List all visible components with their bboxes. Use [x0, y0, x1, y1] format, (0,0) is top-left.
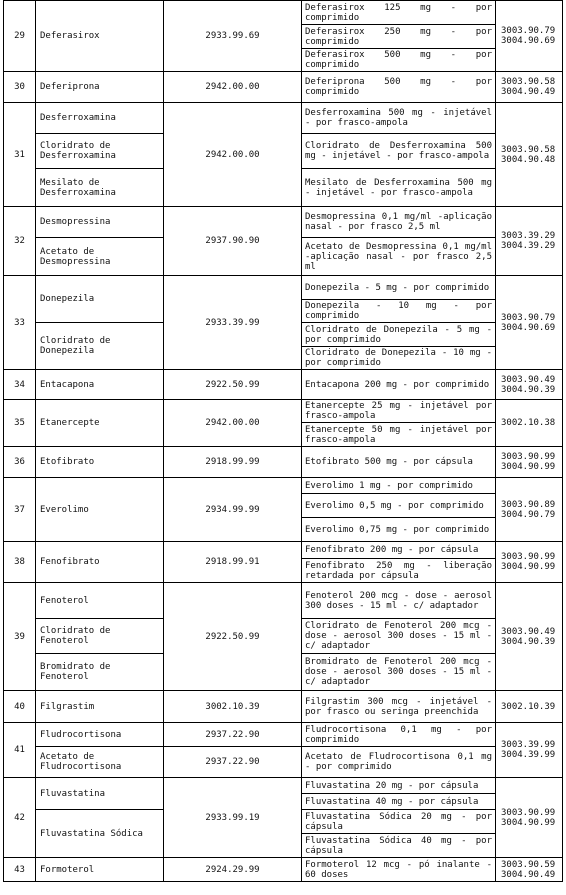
row-number: 36 [4, 447, 36, 478]
drug-name: Fluvastatina [36, 778, 164, 810]
presentation: Fenofibrato 200 mg - por cápsula [302, 542, 496, 559]
drug-name: Entacapona [36, 370, 164, 400]
table-row [4, 103, 563, 134]
drug-name: Cloridrato de Desferroxamina [36, 134, 164, 169]
table-row [4, 447, 563, 478]
drug-name: Cloridrato de Donepezila [36, 323, 164, 370]
drug-name: Desmopressina [36, 207, 164, 238]
presentation: Everolimo 0,75 mg - por comprimido [302, 518, 496, 542]
presentation: Donepezila - 5 mg - por comprimido [302, 276, 496, 300]
tariff-codes: 3003.90.49 3004.90.39 [496, 583, 563, 691]
tariff-codes: 3003.90.79 3004.90.69 [496, 1, 563, 72]
presentation: Desferroxamina 500 mg - injetável - por frasco-ampola [302, 103, 496, 134]
presentation: Cloridrato de Donepezila - 10 mg - por comprimido [302, 347, 496, 370]
presentation: Acetato de Fludrocortisona 0,1 mg - por comprimido [302, 747, 496, 778]
ncm-code: 2918.99.99 [164, 447, 302, 478]
presentation: Cloridrato de Donepezila - 5 mg - por comprimido [302, 323, 496, 347]
presentation: Everolimo 0,5 mg - por comprimido [302, 494, 496, 518]
row-number: 30 [4, 72, 36, 103]
table-row [4, 542, 563, 559]
table-row [4, 858, 563, 882]
tariff-codes: 3002.10.39 [496, 691, 563, 723]
presentation: Acetato de Desmopressina 0,1 mg/ml -aplicação nasal - por frasco 2,5 ml [302, 238, 496, 276]
presentation: Formoterol 12 mcg - pó inalante - 60 doses [302, 858, 496, 882]
drug-name: Deferasirox [36, 1, 164, 72]
presentation: Etanercepte 25 mg - injetável por frasco-ampola [302, 400, 496, 423]
ncm-code: 2942.00.00 [164, 103, 302, 207]
row-number: 35 [4, 400, 36, 447]
table-row [4, 400, 563, 423]
drug-name: Etofibrato [36, 447, 164, 478]
presentation: Fluvastatina 40 mg - por cápsula [302, 794, 496, 810]
ncm-code: 2924.29.99 [164, 858, 302, 882]
row-number: 29 [4, 1, 36, 72]
presentation: Everolimo 1 mg - por comprimido [302, 478, 496, 494]
presentation: Desmopressina 0,1 mg/ml -aplicação nasal - por frasco 2,5 ml [302, 207, 496, 238]
tariff-codes: 3003.90.89 3004.90.79 [496, 478, 563, 542]
table-row [4, 207, 563, 238]
drug-name: Acetato de Desmopressina [36, 238, 164, 276]
medication-table [3, 0, 563, 882]
tariff-codes: 3003.90.58 3004.90.49 [496, 72, 563, 103]
drug-name: Acetato de Fludrocortisona [36, 747, 164, 778]
table-row [4, 583, 563, 619]
presentation: Fenofibrato 250 mg - liberação retardada por cápsula [302, 559, 496, 583]
tariff-codes: 3003.90.99 3004.90.99 [496, 778, 563, 858]
table-row [4, 691, 563, 723]
ncm-code: 2933.39.99 [164, 276, 302, 370]
ncm-code: 2922.50.99 [164, 583, 302, 691]
row-number: 41 [4, 723, 36, 778]
presentation: Deferasirox 250 mg - por comprimido [302, 25, 496, 49]
presentation: Mesilato de Desferroxamina 500 mg - injetável - por frasco-ampola [302, 169, 496, 207]
ncm-code: 2918.99.91 [164, 542, 302, 583]
tariff-codes: 3003.90.59 3004.90.49 [496, 858, 563, 882]
ncm-code: 2942.00.00 [164, 72, 302, 103]
presentation: Entacapona 200 mg - por comprimido [302, 370, 496, 400]
row-number: 31 [4, 103, 36, 207]
ncm-code: 2942.00.00 [164, 400, 302, 447]
tariff-codes: 3002.10.38 [496, 400, 563, 447]
medication-table-page [3, 0, 563, 882]
drug-name: Etanercepte [36, 400, 164, 447]
drug-name: Formoterol [36, 858, 164, 882]
ncm-code: 2937.22.90 [164, 723, 302, 747]
presentation: Fluvastatina Sódica 20 mg - por cápsula [302, 810, 496, 834]
table-row [4, 276, 563, 300]
drug-name: Fenoterol [36, 583, 164, 619]
presentation: Deferasirox 125 mg - por comprimido [302, 1, 496, 25]
row-number: 32 [4, 207, 36, 276]
tariff-codes: 3003.90.58 3004.90.48 [496, 103, 563, 207]
presentation: Cloridrato de Desferroxamina 500 mg - injetável - por frasco-ampola [302, 134, 496, 169]
ncm-code: 2937.22.90 [164, 747, 302, 778]
presentation: Filgrastim 300 mcg - injetável - por frasco ou seringa preenchida [302, 691, 496, 723]
table-row [4, 370, 563, 400]
presentation: Fluvastatina 20 mg - por cápsula [302, 778, 496, 794]
drug-name: Fenofibrato [36, 542, 164, 583]
ncm-code: 2933.99.19 [164, 778, 302, 858]
drug-name: Cloridrato de Fenoterol [36, 619, 164, 654]
row-number: 42 [4, 778, 36, 858]
row-number: 33 [4, 276, 36, 370]
presentation: Fludrocortisona 0,1 mg - por comprimido [302, 723, 496, 747]
drug-name: Deferiprona [36, 72, 164, 103]
table-row [4, 1, 563, 25]
ncm-code: 2933.99.69 [164, 1, 302, 72]
presentation: Deferiprona 500 mg - por comprimido [302, 72, 496, 103]
row-number: 40 [4, 691, 36, 723]
presentation: Fluvastatina Sódica 40 mg - por cápsula [302, 834, 496, 858]
row-number: 34 [4, 370, 36, 400]
presentation: Cloridrato de Fenoterol 200 mcg - dose - aerosol 300 doses - 15 ml - c/ adaptador [302, 619, 496, 654]
tariff-codes: 3003.90.79 3004.90.69 [496, 276, 563, 370]
presentation: Bromidrato de Fenoterol 200 mcg - dose - aerosol 300 doses - 15 ml - c/ adaptador [302, 654, 496, 691]
drug-name: Filgrastim [36, 691, 164, 723]
drug-name: Donepezila [36, 276, 164, 323]
ncm-code: 3002.10.39 [164, 691, 302, 723]
drug-name: Mesilato de Desferroxamina [36, 169, 164, 207]
presentation: Etanercepte 50 mg - injetável por frasco-ampola [302, 423, 496, 447]
tariff-codes: 3003.90.99 3004.90.99 [496, 447, 563, 478]
ncm-code: 2934.99.99 [164, 478, 302, 542]
row-number: 38 [4, 542, 36, 583]
tariff-codes: 3003.39.99 3004.39.99 [496, 723, 563, 778]
drug-name: Desferroxamina [36, 103, 164, 134]
drug-name: Fludrocortisona [36, 723, 164, 747]
row-number: 43 [4, 858, 36, 882]
presentation: Etofibrato 500 mg - por cápsula [302, 447, 496, 478]
ncm-code: 2937.90.90 [164, 207, 302, 276]
drug-name: Fluvastatina Sódica [36, 810, 164, 858]
presentation: Donepezila - 10 mg - por comprimido [302, 300, 496, 323]
table-row [4, 723, 563, 747]
table-row [4, 778, 563, 794]
row-number: 39 [4, 583, 36, 691]
presentation: Fenoterol 200 mcg - dose - aerosol 300 doses - 15 ml - c/ adaptador [302, 583, 496, 619]
tariff-codes: 3003.90.49 3004.90.39 [496, 370, 563, 400]
row-number: 37 [4, 478, 36, 542]
presentation: Deferasirox 500 mg - por comprimido [302, 49, 496, 72]
table-row [4, 478, 563, 494]
drug-name: Bromidrato de Fenoterol [36, 654, 164, 691]
table-row [4, 72, 563, 103]
tariff-codes: 3003.39.29 3004.39.29 [496, 207, 563, 276]
drug-name: Everolimo [36, 478, 164, 542]
tariff-codes: 3003.90.99 3004.90.99 [496, 542, 563, 583]
ncm-code: 2922.50.99 [164, 370, 302, 400]
